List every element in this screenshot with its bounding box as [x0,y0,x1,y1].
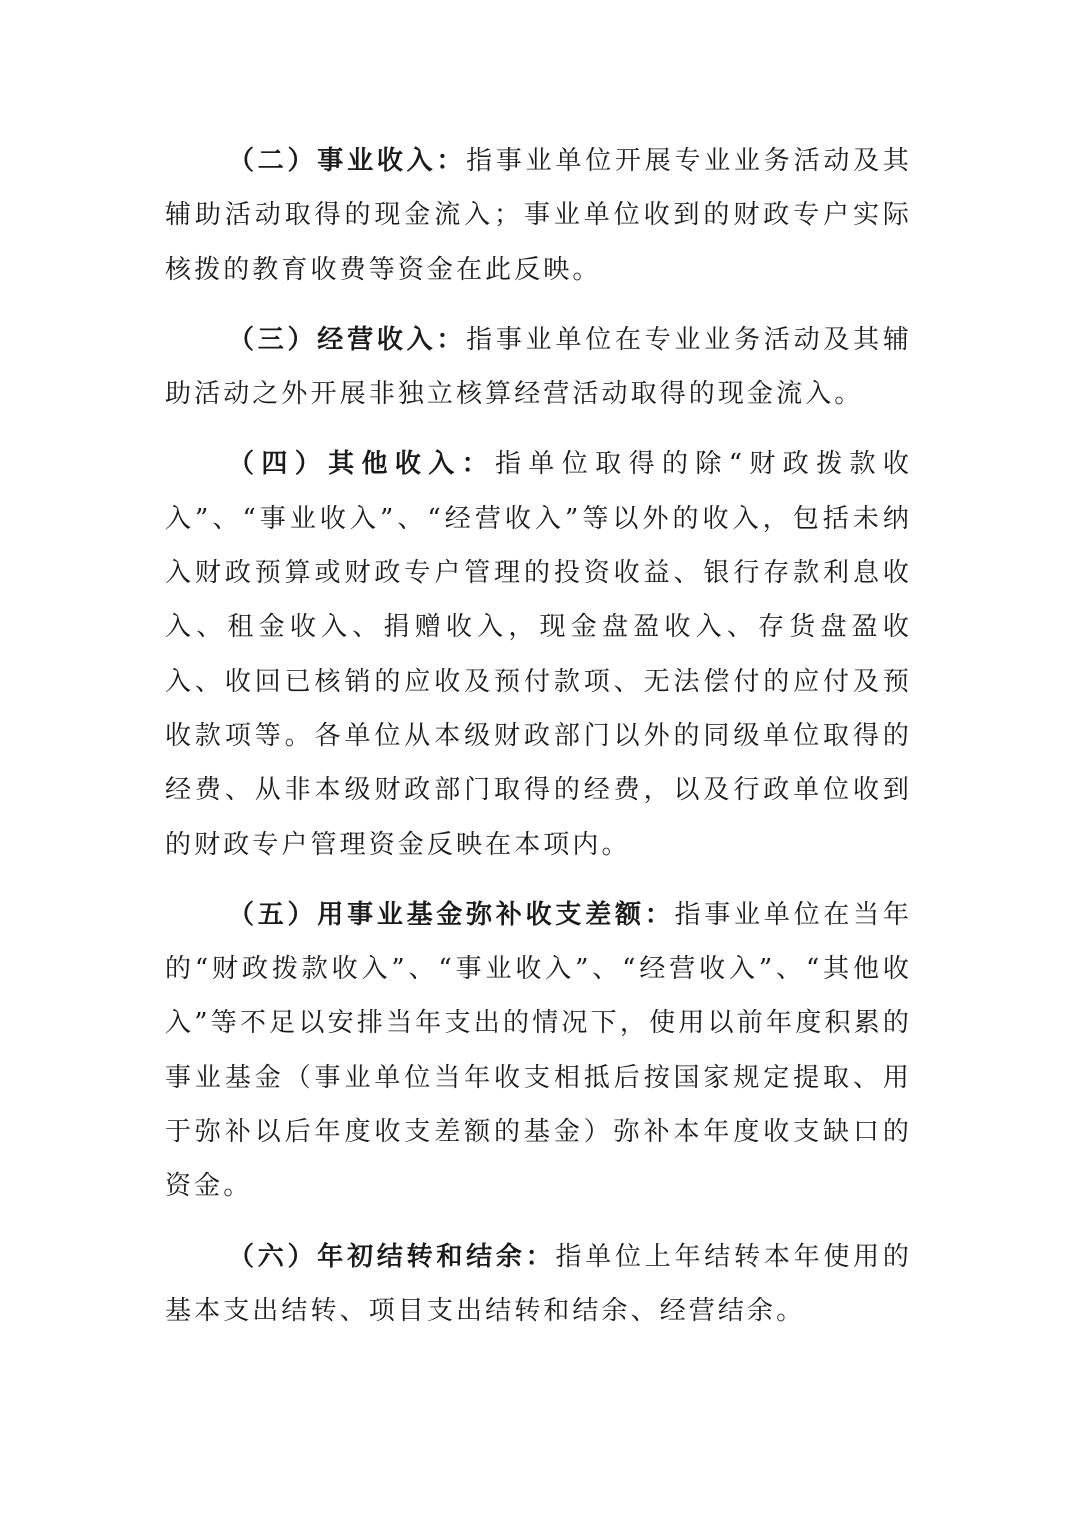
paragraph-fund-offset [165,888,912,1214]
document-page [165,134,912,1354]
term-heading: （五）用事业基金弥补收支差额： [228,899,675,930]
paragraph-body: 指事业单位在专业业务活动及其辅助活动之外开展非独立核算经营活动取得的现金流入。 [165,324,912,410]
term-heading: （四）其他收入： [228,449,496,480]
paragraph-other-income [165,437,912,871]
paragraph-body: 指事业单位开展专业业务活动及其辅助活动取得的现金流入；事业单位收到的财政专户实际核拨的教育收费等资金在此反映。 [165,146,912,285]
paragraph-operating-income [165,313,912,422]
term-heading: （六）年初结转和结余： [228,1241,556,1272]
paragraph-body: 指单位上年结转本年使用的基本支出结转、项目支出结转和结余、经营结余。 [165,1241,912,1326]
paragraph-body: 指事业单位在当年的“财政拨款收入”、“事业收入”、“经营收入”、“其他收入”等不足以安排当年支出的情况下，使用以前年度积累的事业基金（事业单位当年收支相抵后按国家规定提取、用于弥补以后年度收支差额的基金）弥补本年度收支缺口的资金。 [165,899,912,1202]
term-heading: （二）事业收入： [228,146,467,176]
paragraph-body: 指单位取得的除“财政拨款收入”、“事业收入”、“经营收入”等以外的收入，包括未纳入财政预算或财政专户管理的投资收益、银行存款利息收入、租金收入、捐赠收入，现金盘盈收入、存货盘盈收入、收回已核销的应收及预付款项、无法偿付的应付及预收款项等。各单位从本级财政部门以外的同级单位取得的经费、从非本级财政部门取得的经费，以及行政单位收到的财政专户管理资金反映在本项内。 [165,449,912,860]
paragraph-carryover [165,1230,912,1339]
term-heading: （三）经营收入： [228,324,467,355]
paragraph-business-income [165,134,912,297]
